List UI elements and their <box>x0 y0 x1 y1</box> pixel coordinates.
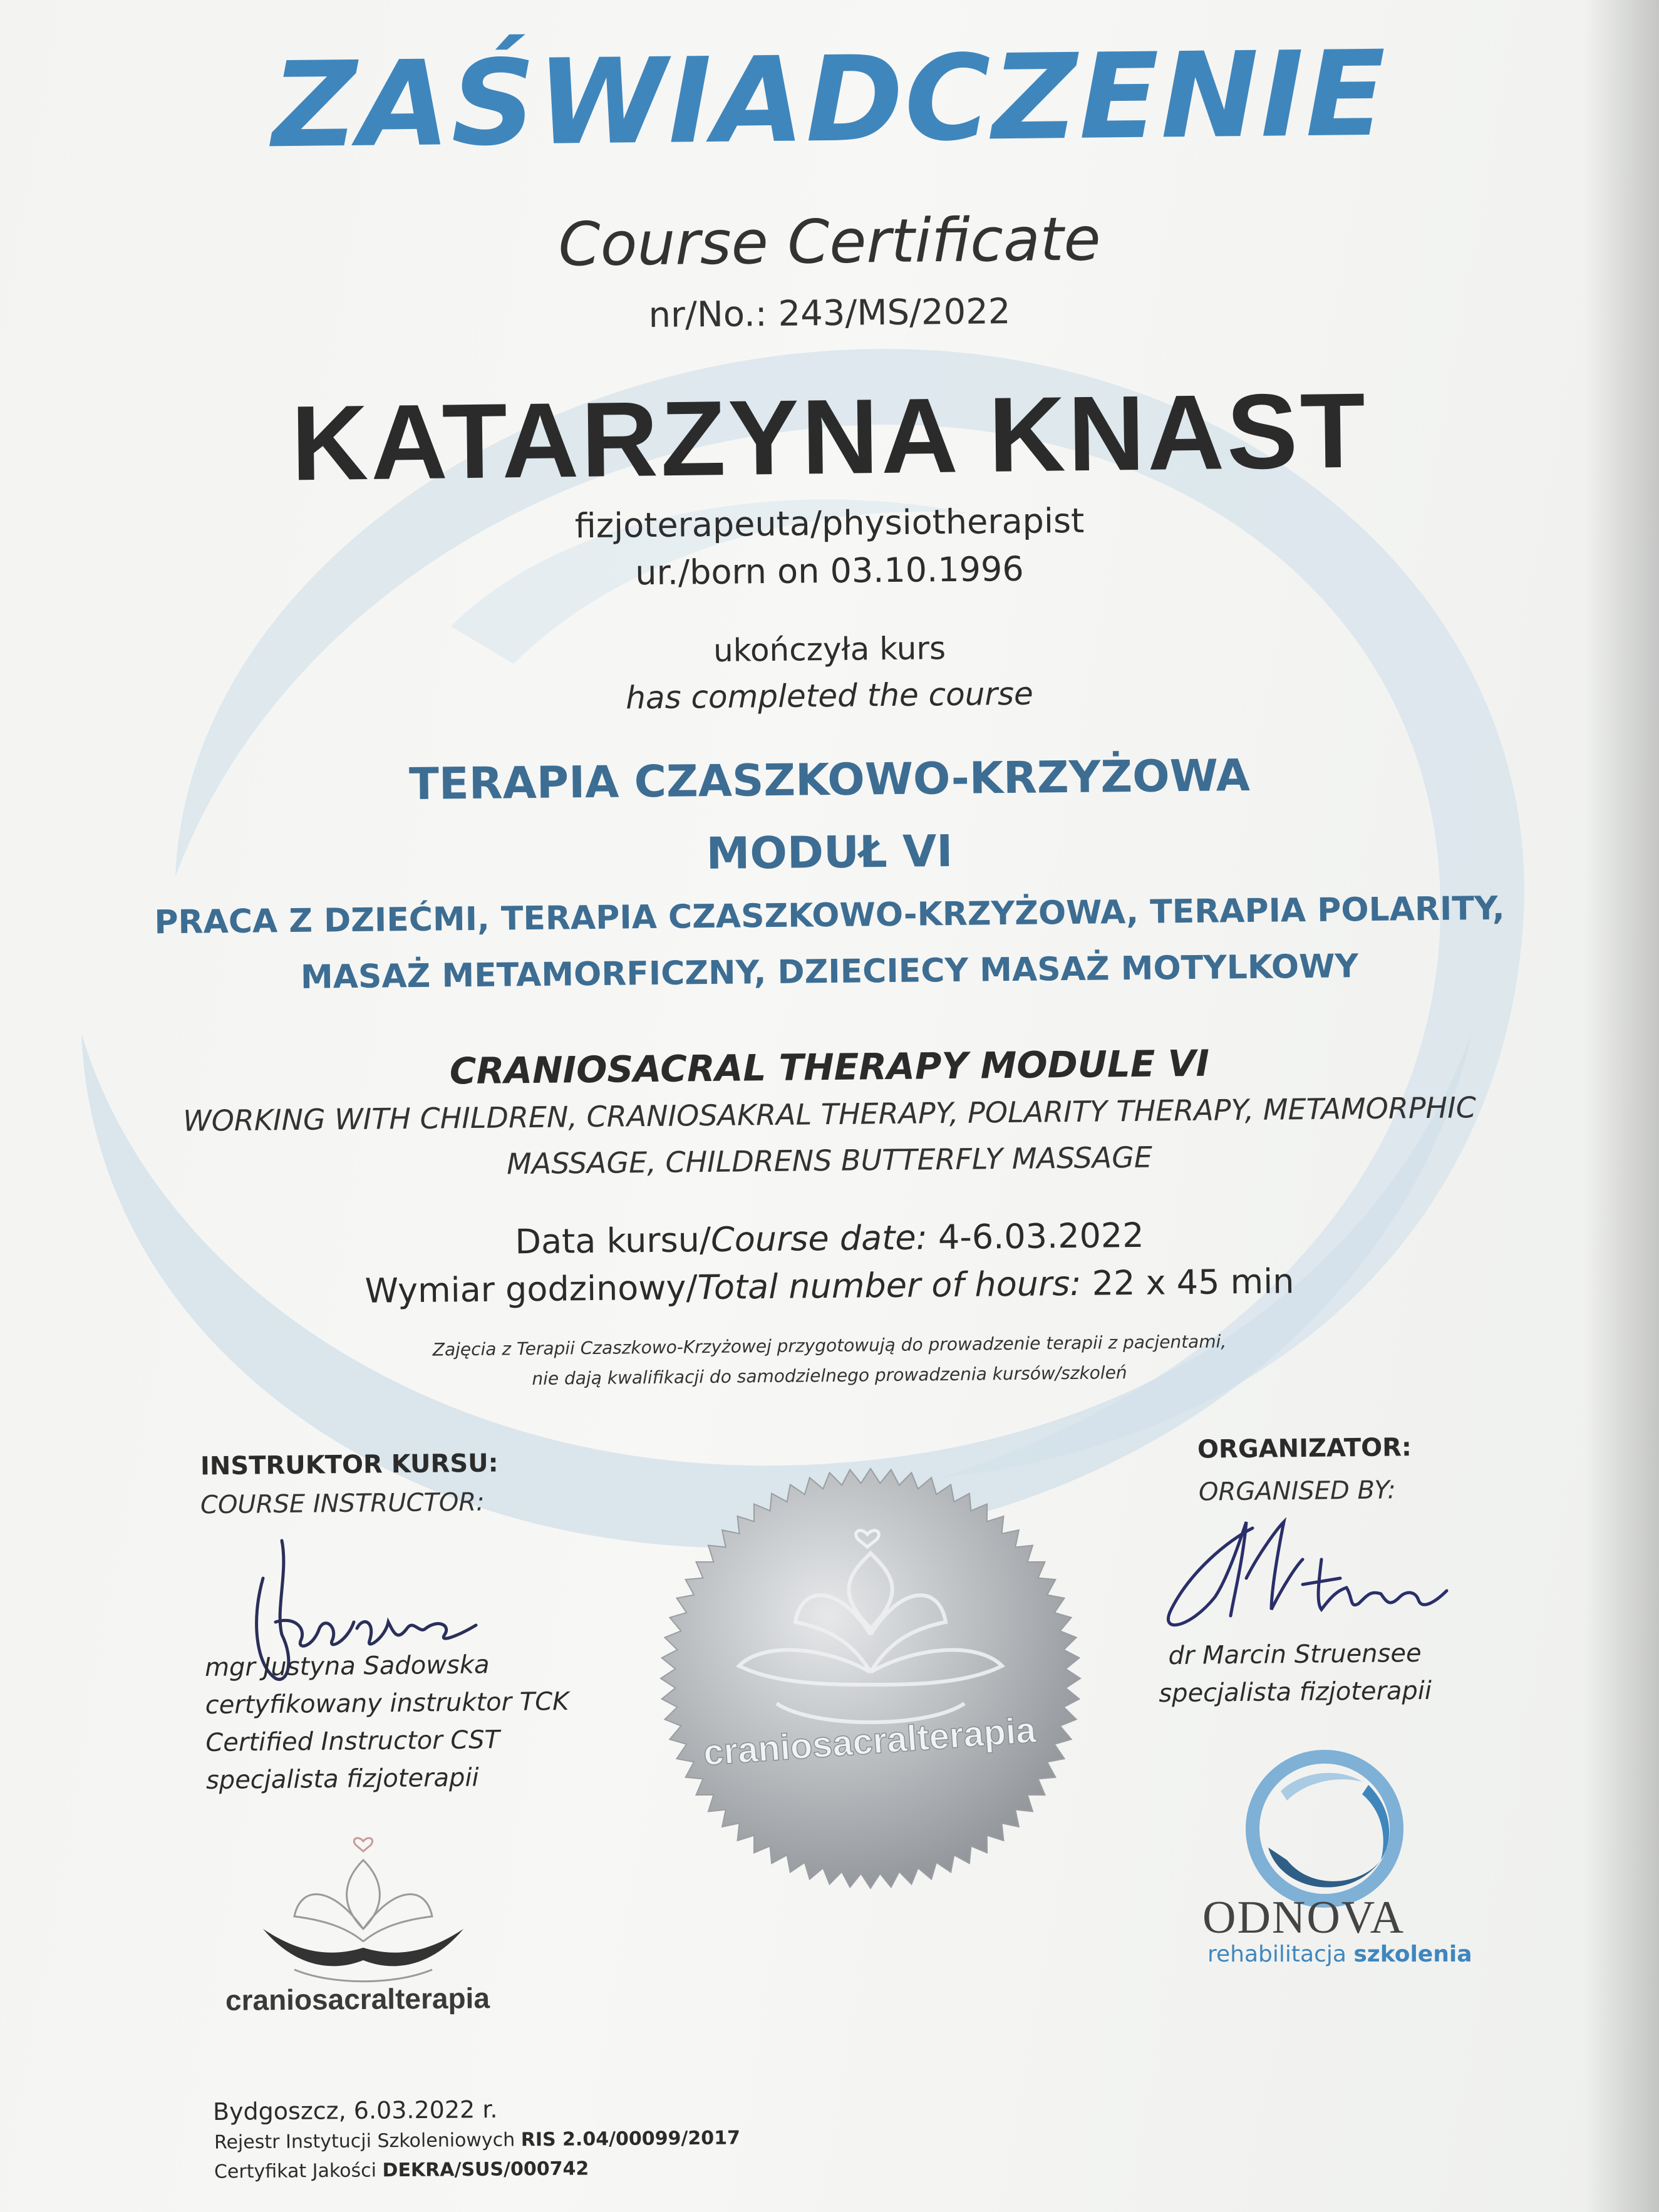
instructor-details <box>205 1645 570 1799</box>
certificate-title: ZAŚWIADCZENIE <box>271 25 1388 175</box>
organizer-heading-en: ORGANISED BY: <box>1198 1476 1396 1507</box>
date-label-pl: Data kursu/ <box>515 1219 711 1262</box>
odnova-swirl-logo <box>1243 1747 1406 1910</box>
disclaimer-line1: Zajęcia z Terapii Czaszkowo-Krzyżowej przygotowują do prowadzenie terapii z pacjentami, <box>432 1331 1227 1360</box>
organizer-signature <box>1152 1503 1465 1647</box>
course-topics-en-line2: MASSAGE, CHILDRENS BUTTERFLY MASSAGE <box>506 1140 1153 1181</box>
birth-date: 03.10.1996 <box>830 549 1025 591</box>
birth-prefix: ur./born on <box>634 551 820 593</box>
instructor-title-3: specjalista fizjoterapii <box>205 1763 479 1796</box>
course-module-pl: MODUŁ VI <box>706 825 953 880</box>
odnova-tagline-bold: szkolenia <box>1353 1941 1472 1967</box>
instructor-name: mgr Justyna Sadowska <box>204 1650 490 1683</box>
embossed-silver-seal <box>651 1459 1090 1898</box>
disclaimer-line2: nie dają kwalifikacji do samodzielnego prowadzenia kursów/szkoleń <box>532 1362 1127 1389</box>
recipient-profession: fizjoterapeuta/physiotherapist <box>574 500 1085 546</box>
course-topics-en-line1: WORKING WITH CHILDREN, CRANIOSAKRAL THERAPY, POLARITY THERAPY, METAMORPHIC <box>182 1090 1477 1138</box>
recipient-name: KATARZYNA KNAST <box>290 371 1369 504</box>
place-and-date: Bydgoszcz, 6.03.2022 r. <box>212 2096 498 2126</box>
hours-label-en: Total number of hours: <box>697 1263 1082 1308</box>
instructor-title-1: certyfikowany instruktor TCK <box>205 1687 569 1720</box>
quality-value: DEKRA/SUS/000742 <box>382 2158 589 2182</box>
odnova-tagline-plain: rehabilitacja <box>1207 1941 1354 1967</box>
registry-value: RIS 2.04/00099/2017 <box>520 2127 741 2151</box>
course-title-pl: TERAPIA CZASZKOWO-KRZYŻOWA <box>408 749 1251 810</box>
quality-certificate-info <box>214 2158 589 2183</box>
completion-text-en: has completed the course <box>625 675 1034 716</box>
seal-text: craniosacralterapia <box>702 1709 1038 1774</box>
course-topics-pl-line1: PRACA Z DZIEĆMI, TERAPIA CZASZKOWO-KRZYŻOWA, TERAPIA POLARITY, <box>154 889 1505 942</box>
certificate-number: nr/No.: 243/MS/2022 <box>648 291 1011 336</box>
odnova-tagline <box>1207 1941 1472 1967</box>
instructor-title-2: Certified Instructor CST <box>205 1725 500 1758</box>
odnova-name: ODNOVA <box>1202 1892 1405 1943</box>
date-value: 4-6.03.2022 <box>938 1215 1144 1258</box>
instructor-heading-en: COURSE INSTRUCTOR: <box>200 1487 485 1520</box>
hours-label-pl: Wymiar godzinowy/ <box>364 1268 698 1311</box>
course-topics-pl-line2: MASAŻ METAMORFICZNY, DZIECIECY MASAŻ MOTYLKOWY <box>300 948 1359 996</box>
hours-value: 22 x 45 min <box>1092 1261 1295 1303</box>
organizer-details <box>1158 1635 1432 1713</box>
organizer-name: dr Marcin Struensee <box>1168 1638 1422 1671</box>
course-title-en: CRANIOSACRAL THERAPY MODULE VI <box>449 1041 1210 1093</box>
organizer-heading-pl: ORGANIZATOR: <box>1197 1433 1412 1464</box>
craniosacral-brand-name: craniosacralterapia <box>225 1982 490 2017</box>
quality-label: Certyfikat Jakości <box>214 2159 383 2183</box>
registry-label: Rejestr Instytucji Szkoleniowych <box>214 2129 521 2154</box>
organizer-title: specjalista fizjoterapii <box>1159 1676 1432 1708</box>
date-label-en: Course date: <box>710 1217 928 1259</box>
instructor-heading-pl: INSTRUKTOR KURSU: <box>200 1449 499 1481</box>
registry-info <box>214 2127 740 2153</box>
subtitle-text: Course Certificate <box>557 204 1102 280</box>
craniosacral-lotus-logo <box>257 1835 470 1992</box>
completion-text-pl: ukończyła kurs <box>713 630 946 669</box>
